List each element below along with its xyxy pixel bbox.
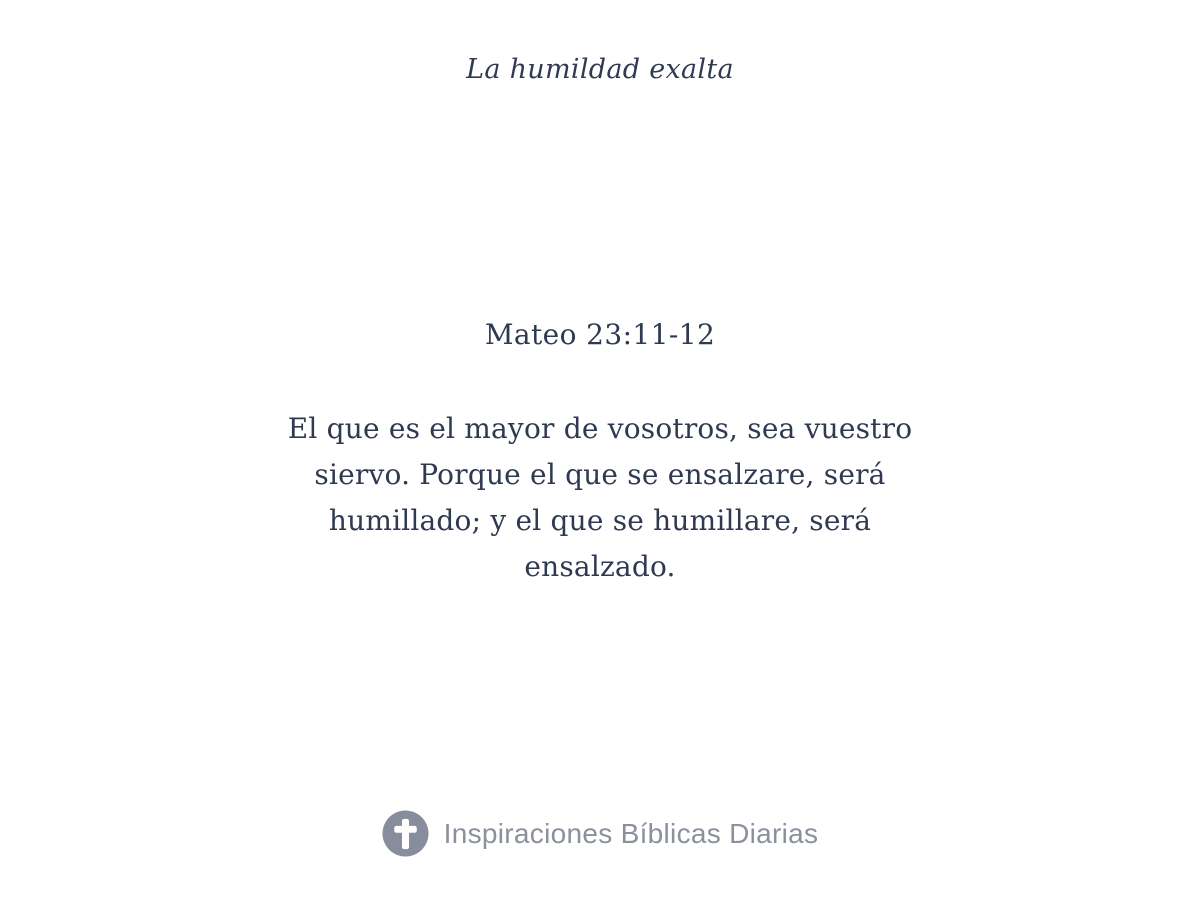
- verse-line: El que es el mayor de vosotros, sea vuestro: [287, 412, 913, 445]
- footer-brand-label: Inspiraciones Bíblicas Diarias: [443, 817, 819, 849]
- page-title: La humildad exalta: [466, 54, 734, 85]
- verse-line: ensalzado.: [524, 550, 676, 583]
- verse-reference: Mateo 23:11-12: [484, 318, 716, 351]
- verse-line: humillado; y el que se humillare, será: [328, 504, 872, 537]
- verse-line: siervo. Porque el que se ensalzare, será: [314, 458, 886, 491]
- verse-text: [260, 406, 940, 590]
- cross-icon: [382, 810, 429, 857]
- footer: [0, 810, 1200, 857]
